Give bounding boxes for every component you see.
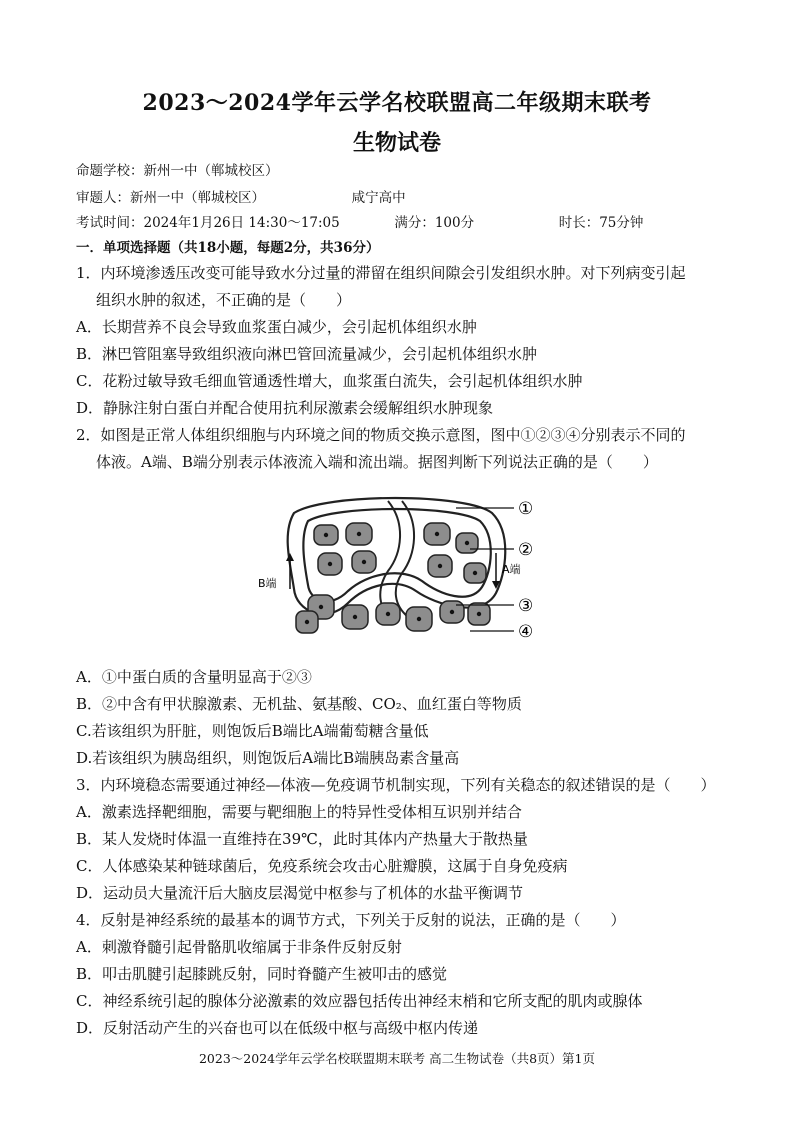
meta-time [76, 212, 643, 234]
q4-stem: 4．反射是神经系统的最基本的调节方式，下列关于反射的说法，正确的是（ ） [76, 911, 626, 929]
q4-option-a: A．刺激脊髓引起骨骼肌收缩属于非条件反射反射 [76, 938, 402, 956]
marker-4: ④ [518, 622, 534, 642]
q3-option-d: D．运动员大量流汗后大脑皮层渴觉中枢参与了机体的水盐平衡调节 [76, 884, 524, 902]
q2-option-b: B．②中含有甲状腺激素、无机盐、氨基酸、CO₂、血红蛋白等物质 [76, 695, 522, 713]
page-footer: 2023～2024学年云学名校联盟期末联考 高二生物试卷（共8页）第1页 [198, 1051, 595, 1066]
q1-option-b: B．淋巴管阻塞导致组织液向淋巴管回流量减少，会引起机体组织水肿 [76, 345, 538, 363]
marker-2: ② [518, 540, 534, 560]
meta-reviewer [76, 187, 406, 209]
q2-stem-line1: 2．如图是正常人体组织细胞与内环境之间的物质交换示意图，图中①②③④分别表示不同的 [76, 426, 686, 444]
q3-stem: 3．内环境稳态需要通过神经—体液—免疫调节机制实现，下列有关稳态的叙述错误的是（ ） [76, 776, 716, 794]
tissue-exchange-figure [256, 493, 546, 653]
exam-title: 2023～2024学年云学名校联盟高二年级期末联考 [142, 90, 652, 116]
q4-option-c: C．神经系统引起的腺体分泌激素的效应器包括传出神经末梢和它所支配的肌肉或腺体 [76, 992, 643, 1010]
label-b-end: B端 [258, 577, 277, 590]
label-a-end: A端 [502, 563, 521, 576]
q4-option-b: B．叩击肌腱引起膝跳反射，同时脊髓产生被叩击的感觉 [76, 965, 448, 983]
q3-option-c: C．人体感染某种链球菌后，免疫系统会攻击心脏瓣膜，这属于自身免疫病 [76, 857, 568, 875]
q2-option-a: A．①中蛋白质的含量明显高于②③ [76, 668, 312, 686]
q3-option-a: A．激素选择靶细胞，需要与靶细胞上的特异性受体相互识别并结合 [76, 803, 522, 821]
marker-3: ③ [518, 596, 534, 616]
meta-duration: 时长：75分钟 [558, 215, 644, 231]
q3-option-b: B．某人发烧时体温一直维持在39℃，此时其体内产热量大于散热量 [76, 830, 528, 848]
q1-stem-line1: 1．内环境渗透压改变可能导致水分过量的滞留在组织间隙会引发组织水肿。对下列病变引起 [76, 264, 686, 282]
marker-1: ① [518, 499, 534, 519]
q1-option-c: C．花粉过敏导致毛细血管通透性增大，血浆蛋白流失，会引起机体组织水肿 [76, 372, 583, 390]
q2-option-c: C.若该组织为肝脏，则饱饭后B端比A端葡萄糖含量低 [76, 722, 429, 740]
meta-exam-time: 考试时间：2024年1月26日 14:30～17:05 [76, 215, 340, 231]
exam-subject: 生物试卷 [352, 130, 441, 156]
q1-stem-line2: 组织水肿的叙述，不正确的是（ ） [96, 291, 352, 309]
q1-option-d: D．静脉注射白蛋白并配合使用抗利尿激素会缓解组织水肿现象 [76, 399, 494, 417]
meta-full-score: 满分：100分 [394, 215, 475, 231]
q2-stem-line2: 体液。A端、B端分别表示体液流入端和流出端。据图判断下列说法正确的是（ ） [96, 453, 658, 471]
meta-reviewer-2: 咸宁高中 [351, 190, 406, 206]
q4-option-d: D．反射活动产生的兴奋也可以在低级中枢与高级中枢内传递 [76, 1019, 479, 1037]
q1-option-a: A．长期营养不良会导致血浆蛋白减少，会引起机体组织水肿 [76, 318, 477, 336]
section-heading: 一．单项选择题（共18小题，每题2分，共36分） [76, 240, 380, 256]
meta-school: 命题学校：新州一中（郸城校区） [76, 163, 279, 179]
meta-reviewer-1: 审题人：新州一中（郸城校区） [76, 190, 265, 206]
q2-option-d: D.若该组织为胰岛组织，则饱饭后A端比B端胰岛素含量高 [76, 749, 460, 767]
